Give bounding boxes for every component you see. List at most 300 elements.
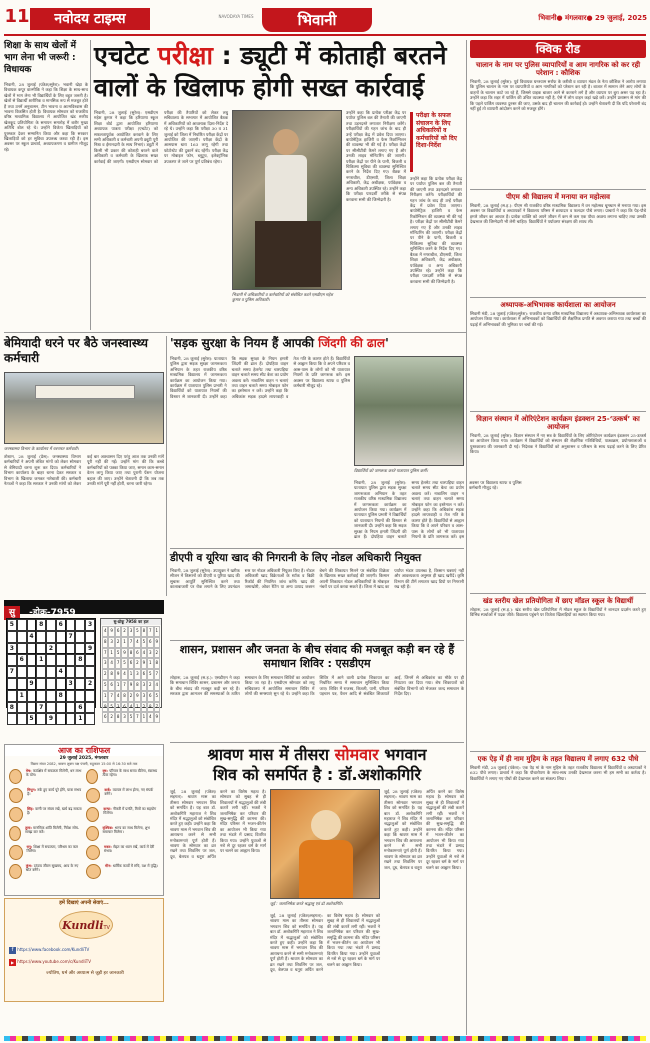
kundli-logo-suffix: TV [103, 925, 110, 931]
story1-title: चालान के नाम पर पुलिस व्यापारियों व आम नागरिक को कर रही परेशान : कौशिक [475, 61, 641, 77]
sudoku-solution-cell: 6 [141, 669, 147, 680]
kundli-youtube-row[interactable] [9, 957, 161, 967]
sudoku-solution-cell: 3 [108, 637, 114, 648]
section-name: भिवानी [297, 11, 337, 29]
sudoku-cell [36, 678, 46, 690]
sudoku-solution-cell: 4 [134, 637, 140, 648]
sudoku-solution-cell: 5 [108, 702, 114, 713]
rashi-name: मीन: [105, 864, 113, 868]
rashi-prediction: भाग्य का साथ मिलेगा, शुभ समाचार मिलेगा। [102, 826, 150, 835]
sudoku-cell [75, 619, 85, 631]
sudoku-cell [75, 666, 85, 678]
sudoku-solution-cell: 8 [147, 702, 153, 713]
sudoku-cell [75, 690, 85, 702]
rashi-prediction: धार्मिक कार्यों में रुचि, यश में वृद्धि। [112, 864, 158, 868]
sudoku-solution-cell: 3 [141, 680, 147, 691]
kundli-facebook-link[interactable]: https://www.facebook.com/KundliTV [17, 947, 90, 952]
rashi-prediction: रुके हुए कार्य पूरे होंगे, यात्रा संभव है। [27, 788, 82, 797]
sudoku-cell: 1 [17, 690, 27, 702]
shravan-photo-figure [311, 810, 341, 840]
rashi-item [9, 807, 82, 824]
road-photo [354, 356, 464, 466]
sudoku-solution-cell: 8 [154, 658, 160, 669]
sudoku-cell: 6 [75, 702, 85, 714]
shravan-title-line1 [170, 745, 464, 765]
masthead [0, 0, 650, 38]
right-column-divider [466, 40, 467, 1035]
sudoku-solution-title: सु-डोकू 7958 का हल [101, 619, 161, 625]
sudoku-solution-cell: 9 [128, 680, 134, 691]
sudoku-solution-cell: 7 [154, 669, 160, 680]
sudoku-solution-cell: 8 [134, 680, 140, 691]
rashi-text [105, 864, 158, 881]
story5-title: खंड स्तरीय खेल प्रतियोगिता में छाए मॉडल स्कूल के विद्यार्थी [470, 593, 646, 605]
rashi-item [86, 826, 159, 843]
zodiac-icon [9, 769, 22, 784]
rashi-name: सिंह: [27, 807, 36, 811]
zodiac-icon [9, 864, 22, 879]
sudoku-cell: 2 [46, 643, 56, 655]
lead-headline-red-word: परीक्षा [157, 41, 213, 70]
sudoku-solution-cell: 5 [154, 691, 160, 702]
sudoku-solution-cell: 4 [141, 648, 147, 659]
lead-body-left: भिवानी, 28 जुलाई (सुरेश): एसडीएम महेश कुमार ने कहा कि हरियाणा स्कूल शिक्षा बोर्ड द्वारा आयोजित हरियाणा अध्यापक पात्रता परीक्षा (एचटेट) को सफलतापूर्वक आयोजित करवाने के लिए सभी अधिकारी व कर्मचारी अपनी ड्यूटी पूरी निष्ठा व ईमानदारी के साथ निभाएं। ड्यूटी में किसी भी प्रकार की कोताही बरतने वाले अधिकारी व कर्मचारी के खिलाफ सख्त कार्रवाई की जाएगी। एसडीएम सोमवार को परीक्षा की तैयारियों को लेकर लघु सचिवालय के सभागार में आयोजित बैठक में अधिकारियों को आवश्यक दिशा-निर्देश दे रहे थे। उन्होंने कहा कि परीक्षा 30 व 31 जुलाई को जिला में निर्धारित परीक्षा केंद्रों पर आयोजित की जाएगी। परीक्षा केंद्रों के आसपास धारा 163 लागू रहेगी तथा फोटोस्टेट की दुकानें बंद रहेंगी। परीक्षा केंद्र पर मोबाइल फोन, ब्लूटूथ, इलेक्ट्रॉनिक उपकरण ले जाने पर पूर्ण प्रतिबंध रहेगा। [94, 110, 228, 164]
sudoku-solution-cell: 2 [102, 669, 108, 680]
rashi-prediction: कार्यक्षेत्र में सफलता मिलेगी, धन लाभ के योग। [25, 769, 82, 778]
protest-caption: जनस्वास्थ्य विभाग के कार्यालय में धरनारत कर्मचारी। [4, 446, 79, 451]
kundli-ad-top: हमें दिखाएं अपनी सेवाएं... [59, 900, 109, 906]
sudoku-solution-cell: 5 [128, 712, 134, 723]
kundli-youtube-link[interactable]: https://www.youtube.com/c/KundliTV [17, 959, 91, 964]
sudoku-cell: 4 [27, 631, 37, 643]
page-number: 11 [4, 6, 30, 27]
rashi-name: धनु: [26, 845, 34, 849]
sudoku-cell: 8 [36, 619, 46, 631]
sudoku-solution-cell: 8 [108, 669, 114, 680]
sudoku-solution-cell: 4 [108, 658, 114, 669]
sudoku-cell: 9 [85, 643, 95, 655]
story2-body: सिवानी, 28 जुलाई (स.ह.): पीएम श्री राजकीय वरिष्ठ माध्यमिक विद्यालय में वन महोत्सव धूमधाम से मनाया गया। इस अवसर पर विद्यार्थियों व अध्यापकों ने विद्यालय परिसर में छायादार व फलदार पौधे लगाए। प्राचार्य ने कहा कि पेड़-पौधे हमारे जीवन का आधार हैं। प्रत्येक व्यक्ति को अपने जीवन में कम से कम एक पौधा अवश्य लगाना चाहिए तथा उसकी देखभाल की जिम्मेदारी भी लेनी चाहिए। विद्यार्थियों ने पर्यावरण संरक्षण की शपथ ली। [470, 203, 646, 225]
sudoku-solution-cell: 2 [108, 712, 114, 723]
rashi-item [86, 769, 159, 786]
sudoku-cell [46, 666, 56, 678]
sudoku-solution-cell: 1 [141, 712, 147, 723]
sudoku-solution-cell: 7 [115, 658, 121, 669]
rashifal-title: आज का राशिफल [5, 745, 163, 756]
sudoku-title: -डोकू-7959 [29, 608, 76, 618]
sudoku-solution-cell: 8 [102, 637, 108, 648]
kundli-note: ज्योतिष, धर्म और अध्यात्म से जुड़ी हर जानकारी [46, 971, 124, 976]
rashi-text [27, 845, 82, 862]
sudoku-solution-cell: 6 [128, 658, 134, 669]
story4-title: विज्ञान संस्थान में ओरिएंटेशन कार्यक्रम इंडक्शन 25-‘उत्कर्ष’ का आयोजन [470, 411, 646, 431]
sudoku-solution-cell: 9 [115, 669, 121, 680]
protest-title: बेमियादी धरने पर बैठे जनस्वास्थ्य कर्मचारी [4, 336, 148, 365]
shivir-body: लोहारू, 28 जुलाई (स.ह.): एसडीएम ने कहा कि समाधान शिविर शासन, प्रशासन और जनता के बीच संवाद की मजबूत कड़ी बन रहे हैं। सरकार द्वारा आमजन की समस्याओं के त्वरित समाधान के लिए समाधान शिविरों का आयोजन किया जा रहा है। एसडीएम सोमवार को लघु सचिवालय में आयोजित समाधान शिविर में लोगों की समस्याएं सुन रहे थे। उन्होंने कहा कि शिविर में आने वाली प्रत्येक शिकायत का निर्धारित समय में समाधान सुनिश्चित किया जाए। शिविर में राजस्व, बिजली, पानी, परिवार पहचान पत्र, पेंशन आदि से संबंधित शिकायतें आईं, जिनमें से अधिकांश का मौके पर ही निपटारा कर दिया गया। शेष शिकायतों को संबंधित विभागों को भेजकर जल्द समाधान के निर्देश दिए। [170, 675, 464, 697]
sudoku-cell [56, 643, 66, 655]
zodiac-icon [86, 769, 98, 784]
sudoku-cell [66, 654, 76, 666]
rashi-text [103, 807, 159, 824]
road-title-end: ' [385, 336, 389, 350]
rashi-prediction: दांपत्य जीवन सुखमय, आय के नए स्रोत बनेंगे। [25, 864, 79, 873]
sudoku-cell: 8 [7, 702, 17, 714]
sudoku-cell: 3 [66, 678, 76, 690]
sudoku-solution-cell: 7 [121, 680, 127, 691]
rashi-item [86, 864, 159, 881]
sudoku-solution-cell: 7 [128, 637, 134, 648]
rashi-prediction: मानसिक शांति मिलेगी, निवेश सोच-समझ कर करें। [25, 826, 80, 835]
sudoku-cell [17, 702, 27, 714]
rashi-prediction: नौकरी में प्रगति, मित्रों का सहयोग मिलेगा। [103, 807, 157, 816]
rashi-name: तुला: [25, 826, 34, 830]
sudoku-cell [85, 702, 95, 714]
sudoku-solution-cell: 2 [134, 658, 140, 669]
rashi-prediction: व्यापार में लाभ होगा, नए संपर्क बनेंगे। [104, 788, 154, 797]
sudoku-cell [75, 678, 85, 690]
shravan-body-left: जुई, 28 जुलाई (पंकेश/सहगल): श्रावण मास का तीसरा सोमवार भगवान शिव को समर्पित है। यह बात डॉ. अशोकगिरि महाराज ने शिव मंदिर में श्रद्धालुओं को संबोधित करते हुए कही। उन्होंने कहा कि श्रावण मास में भगवान शिव की आराधना करने से सभी मनोकामनाएं पूर्ण होती हैं। श्रावण के सोमवार का व्रत रखने तथा शिवलिंग पर जल, दूध, बेलपत्र व धतूरा अर्पित करने का विशेष महत्व है। सोमवार को सुबह से ही शिवालयों में श्रद्धालुओं की लंबी कतारें लगी रहीं। भक्तों ने जलाभिषेक कर परिवार की सुख-समृद्धि की कामना की। मंदिर परिसर में भजन-कीर्तन का आयोजन भी किया गया तथा भंडारे में प्रसाद वितरित किया गया। उन्होंने युवाओं से नशे से दूर रहकर धर्म के मार्ग पर चलने का आह्वान किया। [170, 789, 266, 859]
lead-body-right: उन्होंने कहा कि प्रत्येक परीक्षा केंद्र पर पर्याप्त पुलिस बल की तैनाती की जाएगी तथा उड़नदस्ते लगातार निरीक्षण करेंगे। परीक्षार्थियों की गहन जांच के बाद ही उन्हें परीक्षा केंद्र में प्रवेश दिया जाएगा। बायोमेट्रिक हाजिरी व फेस रिकॉग्निशन की व्यवस्था भी की गई है। परीक्षा केंद्रों पर सीसीटीवी कैमरे लगाए गए हैं और उनकी लाइव मॉनिटरिंग की जाएगी। परीक्षा केंद्रों पर पीने के पानी, बिजली व चिकित्सा सुविधा की व्यवस्था सुनिश्चित करने के निर्देश दिए गए। बैठक में नगराधीश, डीएसपी, जिला शिक्षा अधिकारी, केंद्र अधीक्षक, पर्यवेक्षक व अन्य अधिकारी उपस्थित रहे। उन्होंने कहा कि परीक्षा पारदर्शी तरीके से संपन्न करवाना सभी की जिम्मेदारी है। [346, 110, 406, 202]
rashi-text [26, 769, 82, 786]
lead-photo-podium [255, 221, 321, 287]
lead-photo [232, 110, 342, 290]
sudoku-cell: 1 [36, 654, 46, 666]
story3-title: अध्यापक-अभिभावक कार्यशाला का आयोजन [470, 297, 646, 309]
story4-body: भिवानी, 28 जुलाई (सुरेश): विज्ञान संस्थान में नए सत्र के विद्यार्थियों के लिए ओरिएंटेशन कार्यक्रम इंडक्शन 25-उत्कर्ष का आयोजन किया गया। कार्यक्रम में विद्यार्थियों को संस्थान की शैक्षणिक गतिविधियों, पाठ्यक्रम, प्रयोगशालाओं व पुस्तकालय की जानकारी दी गई। निदेशक ने विद्यार्थियों को अनुशासन व परिश्रम के साथ पढ़ाई करने के लिए प्रेरित किया। [470, 433, 646, 455]
sudoku-cell [27, 643, 37, 655]
protest-body: तोशाम, 28 जुलाई (प्रेस): जनस्वास्थ्य विभाग कर्मचारियों ने अपनी लंबित मांगों को लेकर सोमवार से बेमियादी धरना शुरू कर दिया। कर्मचारियों ने विभाग कार्यालय के बाहर धरना देकर सरकार व विभाग के खिलाफ जमकर नारेबाजी की। कर्मचारी नेताओं ने कहा कि सरकार ने उनकी मांगों को लेकर कई बार आश्वासन दिए परंतु आज तक उनकी मांगें पूरी नहीं की गईं। उन्होंने मांग की कि कच्चे कर्मचारियों को पक्का किया जाए, समान काम-समान वेतन लागू किया जाए तथा पुरानी पेंशन योजना बहाल की जाए। उन्होंने चेतावनी दी कि जब तक उनकी मांगें पूरी नहीं होतीं, धरना जारी रहेगा। [4, 454, 164, 487]
zodiac-icon [86, 864, 101, 879]
sudoku-solution-cell: 7 [154, 702, 160, 713]
rashi-prediction: शिक्षा में सफलता, परिश्रम का फल मिलेगा। [26, 845, 78, 854]
sudoku-cell [66, 713, 76, 725]
sudoku-solution-cell: 9 [108, 626, 114, 637]
shivir-story [170, 640, 464, 740]
sudoku-cell: 7 [36, 702, 46, 714]
sudoku-cell [85, 631, 95, 643]
sudoku-solution-cell: 7 [134, 712, 140, 723]
sudoku-solution-cell: 4 [102, 626, 108, 637]
sudoku-cell: 3 [7, 643, 17, 655]
shravan-body-right: जुई, 28 जुलाई (पंकेश/सहगल): श्रावण मास का तीसरा सोमवार भगवान शिव को समर्पित है। यह बात डॉ. अशोकगिरि महाराज ने शिव मंदिर में श्रद्धालुओं को संबोधित करते हुए कही। उन्होंने कहा कि श्रावण मास में भगवान शिव की आराधना करने से सभी मनोकामनाएं पूर्ण होती हैं। श्रावण के सोमवार का व्रत रखने तथा शिवलिंग पर जल, दूध, बेलपत्र व धतूरा अर्पित करने का विशेष महत्व है। सोमवार को सुबह से ही शिवालयों में श्रद्धालुओं की लंबी कतारें लगी रहीं। भक्तों ने जलाभिषेक कर परिवार की सुख-समृद्धि की कामना की। मंदिर परिसर में भजन-कीर्तन का आयोजन भी किया गया तथा भंडारे में प्रसाद वितरित किया गया। उन्होंने युवाओं से नशे से दूर रहकर धर्म के मार्ग पर चलने का आह्वान किया। [384, 789, 464, 870]
sudoku-cell [46, 678, 56, 690]
sudoku-cell [66, 702, 76, 714]
sudoku-solution-cell: 9 [121, 648, 127, 659]
lead-headline-word1: एचटेट [94, 41, 149, 70]
rashi-item [86, 788, 159, 805]
shravan-body-bottom: जुई, 28 जुलाई (पंकेश/सहगल): श्रावण मास का तीसरा सोमवार भगवान शिव को समर्पित है। यह बात डॉ. अशोकगिरि महाराज ने शिव मंदिर में श्रद्धालुओं को संबोधित करते हुए कही। उन्होंने कहा कि श्रावण मास में भगवान शिव की आराधना करने से सभी मनोकामनाएं पूर्ण होती हैं। श्रावण के सोमवार का व्रत रखने तथा शिवलिंग पर जल, दूध, बेलपत्र व धतूरा अर्पित करने का विशेष महत्व है। सोमवार को सुबह से ही शिवालयों में श्रद्धालुओं की लंबी कतारें लगी रहीं। भक्तों ने जलाभिषेक कर परिवार की सुख-समृद्धि की कामना की। मंदिर परिसर में भजन-कीर्तन का आयोजन भी किया गया तथा भंडारे में प्रसाद वितरित किया गया। उन्होंने युवाओं से नशे से दूर रहकर धर्म के मार्ग पर चलने का आह्वान किया। [270, 913, 380, 973]
sudoku-cell [7, 690, 17, 702]
kundli-logo [59, 911, 113, 939]
left-story-body: भिवानी, 28 जुलाई (पंकेश/सुरेश): भवानी खेड़ा के विधायक कपूर वाल्मीकि ने कहा कि शिक्षा के साथ-साथ खेलों में भाग लेना भी विद्यार्थियों के लिए बहुत जरूरी है। खेलों से विद्यार्थी शारीरिक व मानसिक रूप से मजबूत होते हैं तथा उनमें अनुशासन, टीम भावना व आत्मविश्वास की भावना विकसित होती है। विधायक सोमवार को राजकीय वरिष्ठ माध्यमिक विद्यालय में आयोजित खंड स्तरीय खेलकूद प्रतियोगिता के समापन समारोह में बतौर मुख्य अतिथि बोल रहे थे। उन्होंने विजेता खिलाड़ियों को पुरस्कार देकर सम्मानित किया और कहा कि सरकार खिलाड़ियों को हर सुविधा उपलब्ध करवा रही है। इस अवसर पर स्कूल प्राचार्य, अध्यापकगण व ग्रामीण मौजूद रहे। [4, 82, 88, 152]
sudoku-cell [66, 643, 76, 655]
sudoku-cell [17, 643, 27, 655]
sudoku-cell [46, 619, 56, 631]
lead-photo-caption: भिवानी में अधिकारियों व कर्मचारियों को संबोधित करते एसडीएम महेश कुमार व पुलिस अधिकारी। [232, 292, 334, 302]
sudoku-solution-cell: 4 [154, 680, 160, 691]
sudoku-solution-cell: 8 [115, 712, 121, 723]
sudoku-solution-cell: 4 [147, 712, 153, 723]
sudoku-cell [7, 654, 17, 666]
sudoku-solution-cell: 1 [121, 637, 127, 648]
sudoku-cell [36, 713, 46, 725]
paper-name: नवोदय टाइम्स [54, 11, 126, 27]
zodiac-icon [9, 826, 21, 841]
sudoku-grid [6, 618, 96, 723]
rashi-text [27, 788, 82, 805]
sudoku-solution-cell: 1 [134, 702, 140, 713]
facebook-icon: f [9, 947, 16, 954]
protest-divider [166, 336, 167, 596]
sudoku-solution-cell: 7 [102, 648, 108, 659]
sudoku-cell: 7 [7, 666, 17, 678]
sudoku-solution-cell: 2 [141, 702, 147, 713]
sudoku-cell [46, 702, 56, 714]
shravan-caption: जुई : जलाभिषेक करते श्रद्धालु एवं डॉ.अशोकगिरि। [270, 901, 343, 906]
sudoku-cell [56, 631, 66, 643]
masthead-small-line: NAVODAYA TIMES [218, 14, 254, 19]
sudoku-solution-cell: 5 [121, 658, 127, 669]
sudoku-cell: 3 [85, 619, 95, 631]
lead-headline [94, 40, 462, 106]
sudoku-solution-cell: 6 [102, 712, 108, 723]
protest-photo [4, 372, 164, 444]
sudoku-cell [85, 654, 95, 666]
lead-bottom-rule [4, 332, 466, 333]
sudoku-cell: 6 [56, 619, 66, 631]
sudoku-solution-cell: 6 [108, 680, 114, 691]
rashi-name: मकर: [104, 845, 114, 849]
sudoku-solution-cell: 6 [147, 691, 153, 702]
sudoku-solution-cell: 6 [147, 637, 153, 648]
sudoku-cell [66, 619, 76, 631]
sudoku-solution-cell: 1 [147, 658, 153, 669]
rashifal-grid [5, 767, 163, 883]
rashi-text [27, 807, 82, 824]
sudoku-solution-cell: 2 [154, 648, 160, 659]
sudoku-cell: 6 [17, 654, 27, 666]
zodiac-icon [9, 807, 23, 822]
sudoku-cell [36, 690, 46, 702]
sudoku-solution-cell: 8 [128, 648, 134, 659]
rashifal-panchang: विक्रम संवत 2082, श्रावण शुक्ल पक्ष पंचमी, राहुकाल 15:00 से 16:30 बजे तक [30, 762, 138, 766]
sudoku-cell: 7 [66, 631, 76, 643]
sudoku-label: सु [4, 606, 20, 620]
sudoku-cell [17, 631, 27, 643]
story6-title: एक ऐड़ में ही नाम मुहिम के तहत विद्यालय में लगाए 632 पौधे [470, 751, 646, 763]
rashifal-box [4, 744, 164, 896]
sudoku-cell [36, 643, 46, 655]
protest-banner [35, 385, 135, 399]
sudoku-solution-cell: 9 [154, 712, 160, 723]
sudoku-solution-cell: 5 [141, 637, 147, 648]
kundli-logo-text: Kundli [62, 919, 104, 932]
sudoku-solution-cell: 7 [108, 691, 114, 702]
sudoku-solution-cell: 8 [141, 626, 147, 637]
sudoku-solution-cell: 5 [134, 626, 140, 637]
zodiac-icon [86, 845, 100, 860]
sudoku-cell [17, 619, 27, 631]
story6-body: सिवानी मंडी, 28 जुलाई (पंकेश): एक पेड़ मां के नाम मुहिम के तहत राजकीय विद्यालय में विद्यार्थियों व अध्यापकों ने 632 पौधे लगाए। प्राचार्य ने कहा कि पौधारोपण के साथ-साथ उनकी देखभाल करना भी हम सभी का कर्तव्य है। विद्यार्थियों ने लगाए गए पौधों की देखभाल करने का संकल्प लिया। [470, 765, 646, 781]
paper-name-bar [30, 8, 150, 30]
road-title-red: जिंदगी की ढाल [318, 336, 386, 350]
lead-headline-line1 [94, 40, 462, 72]
rashi-prediction: सेहत का ध्यान रखें, कार्य में देरी संभव। [104, 845, 155, 854]
rashi-prediction: वाणी पर संयम रखें, खर्च बढ़ सकता है। [27, 807, 82, 816]
quick-read-header: क्विक रीड [470, 40, 646, 58]
sudoku-solution-cell: 8 [121, 691, 127, 702]
road-safety-story [170, 336, 522, 546]
story5-body: लोहारू, 28 जुलाई (स.ह.): खंड स्तरीय खेल प्रतियोगिता में मॉडल स्कूल के विद्यार्थियों ने शानदार प्रदर्शन करते हुए विभिन्न स्पर्धाओं में पदक जीते। विद्यालय पहुंचने पर विजेता खिलाड़ियों का स्वागत किया गया। [470, 607, 646, 618]
sudoku-solution-cell: 4 [115, 691, 121, 702]
rashi-name: कुंभ: [25, 864, 34, 868]
sudoku-solution-cell: 1 [108, 648, 114, 659]
sudoku-cell [46, 690, 56, 702]
youtube-icon: ▶ [10, 959, 15, 965]
masthead-rule [4, 34, 646, 36]
sudoku-solution-cell: 2 [128, 691, 134, 702]
lead-highlight-text: परीक्षा के सफल संचालन के लिए अधिकारियों व कर्मचारियों को दिए दिशा-निर्देश [416, 112, 458, 149]
sudoku-solution-cell: 9 [102, 702, 108, 713]
shravan-title-part2: भगवान [378, 745, 427, 764]
sudoku-cell [17, 666, 27, 678]
dap-body: भिवानी, 28 जुलाई (सुरेश): उपायुक्त ने खरीफ सीजन में किसानों को डीएपी व यूरिया खाद की सुचारू आपूर्ति सुनिश्चित करने तथा कालाबाजारी पर रोक लगाने के लिए उपमंडल स्तर पर नोडल अधिकारी नियुक्त किए हैं। नोडल अधिकारी खाद विक्रेताओं के स्टॉक व बिक्री रिकॉर्ड की नियमित जांच करेंगे। खाद की जमाखोरी, ओवर रेटिंग या अन्य उत्पाद जबरन बेचने की शिकायत मिलने पर संबंधित विक्रेता के खिलाफ सख्त कार्रवाई की जाएगी। किसान अपनी शिकायत नोडल अधिकारियों के मोबाइल नंबरों पर दर्ज करवा सकते हैं। जिला में खाद का पर्याप्त भंडार उपलब्ध है, किसान घबराएं नहीं और आवश्यकता अनुसार ही खाद खरीदें। कृषि विभाग की टीमें लगातार खाद डिपो पर निगरानी रख रही हैं। [170, 568, 464, 590]
sudoku-solution-cell: 3 [147, 648, 153, 659]
rashi-text [102, 769, 159, 786]
dap-story [170, 548, 464, 638]
shravan-title-line2: शिव को समर्पित है : डॉ.अशोकगिरि [213, 765, 421, 784]
sudoku-cell [7, 713, 17, 725]
rashi-name: वृश्चिक: [102, 826, 115, 830]
lead-photo-figure [273, 129, 299, 155]
sudoku-solution-box [100, 618, 162, 720]
lead-headline-word2: : ड्यूटी में कोताही बरतने [221, 41, 447, 70]
road-title [170, 336, 464, 351]
section-name-bar [262, 8, 372, 32]
zodiac-icon [86, 807, 99, 822]
sudoku-cell [56, 713, 66, 725]
sudoku-solution-cell: 4 [128, 702, 134, 713]
sudoku-cell [46, 654, 56, 666]
sudoku-solution-cell: 3 [141, 691, 147, 702]
shivir-title: शासन, प्रशासन और जनता के बीच संवाद की मजबूत कड़ी बन रहे हैं समाधान शिविर : एसडीएम [179, 643, 455, 670]
road-body-cont: भिवानी, 28 जुलाई (सुरेश): यातायात पुलिस द्वारा सड़क सुरक्षा जागरूकता अभियान के तहत राजकीय वरिष्ठ माध्यमिक विद्यालय में जागरूकता कार्यक्रम का आयोजन किया गया। कार्यक्रम में यातायात पुलिस प्रभारी ने विद्यार्थियों को यातायात नियमों की विस्तार से जानकारी दी। उन्होंने कहा कि सड़क सुरक्षा के नियम हमारी जिंदगी की ढाल हैं। दोपहिया वाहन चलाते समय हेलमेट तथा चारपहिया वाहन चलाते समय सीट बेल्ट का प्रयोग अवश्य करें। नाबालिग वाहन न चलाएं तथा वाहन चलाते समय मोबाइल फोन का इस्तेमाल न करें। उन्होंने कहा कि अधिकांश सड़क हादसे लापरवाही व तेज गति के कारण होते हैं। विद्यार्थियों से आह्वान किया कि वे अपने परिवार व आस-पास के लोगों को भी यातायात नियमों के प्रति जागरूक करें। इस अवसर पर विद्यालय स्टाफ व पुलिस कर्मचारी मौजूद रहे। [354, 480, 522, 540]
rashi-text [103, 826, 159, 843]
story2-title: पीएम श्री विद्यालय में मनाया वन महोत्सव [470, 189, 646, 201]
story3-body: सिवानी मंडी, 28 जुलाई (पंकेश/सुरेश): राजकीय कन्या वरिष्ठ माध्यमिक विद्यालय में अध्यापक-अभिभावक कार्यशाला का आयोजन किया गया। कार्यशाला में अभिभावकों को विद्यार्थियों की शैक्षणिक प्रगति से अवगत कराया गया तथा बच्चों की पढ़ाई में अभिभावकों की भूमिका पर चर्चा की गई। [470, 311, 646, 327]
sudoku-cell [66, 666, 76, 678]
sudoku-cell [56, 678, 66, 690]
rashi-text [104, 845, 159, 862]
sudoku-solution-cell: 3 [121, 712, 127, 723]
left-column-divider [90, 40, 91, 330]
rashi-name: मिथुन: [27, 788, 38, 792]
rashi-item [9, 788, 82, 805]
sudoku-header [4, 600, 164, 618]
sudoku-solution-cell: 3 [102, 658, 108, 669]
sudoku-solution-cell: 2 [121, 626, 127, 637]
sudoku-cell [27, 666, 37, 678]
sudoku-cell [17, 678, 27, 690]
sudoku-solution-cell: 1 [154, 626, 160, 637]
rashi-text [25, 826, 82, 843]
story1-body: भिवानी, 28 जुलाई (सुरेश): पूर्व विधायक घनश्याम सर्राफ के करीबी व व्यापार मंडल के नेता कौशिक ने आरोप लगाया कि पुलिस चालान के नाम पर व्यापारियों व आम नागरिकों को परेशान कर रही है। बाजार में सामान लेने आए लोगों के वाहनों के चालान काटे जा रहे हैं, जिससे ग्राहक बाजार आने से कतराने लगे हैं और व्यापार पर बुरा असर पड़ रहा है। उन्होंने कहा कि शहर में पार्किंग की उचित व्यवस्था नहीं है, ऐसे में लोग वाहन कहां खड़े करें। उन्होंने प्रशासन से मांग की कि पहले पार्किंग व्यवस्था दुरुस्त की जाए, उसके बाद ही चालान की कार्रवाई हो। उन्होंने चेतावनी दी कि यदि परेशानी बंद नहीं हुई तो व्यापारी आंदोलन करने को मजबूर होंगे। [470, 79, 646, 112]
sudoku-cell [7, 631, 17, 643]
kundli-facebook-row[interactable] [9, 945, 161, 955]
zodiac-icon [9, 788, 23, 803]
sudoku-solution-cell: 6 [121, 702, 127, 713]
sudoku-cell: 1 [75, 713, 85, 725]
sudoku-cell [75, 631, 85, 643]
rashi-text [26, 864, 82, 881]
rashi-item [9, 769, 82, 786]
sudoku-cell: 5 [27, 713, 37, 725]
kundli-ad [4, 898, 164, 1002]
zodiac-icon [86, 826, 99, 841]
sudoku-solution-cell: 3 [134, 669, 140, 680]
shravan-story [170, 742, 464, 1032]
rashi-name: कन्या: [103, 807, 113, 811]
sudoku-solution-cell: 2 [147, 680, 153, 691]
sudoku-cell [36, 666, 46, 678]
lead-photo-figure-body [265, 155, 307, 225]
sudoku-cell [36, 631, 46, 643]
road-caption: विद्यार्थियों को जागरूक करते यातायात पुलिस कर्मी। [354, 468, 428, 473]
sudoku-solution-cell: 6 [115, 626, 121, 637]
sudoku-cell [17, 713, 27, 725]
zodiac-icon [9, 845, 23, 860]
sudoku-solution-cell: 5 [147, 669, 153, 680]
sudoku-cell: 5 [7, 619, 17, 631]
road-body: भिवानी, 28 जुलाई (सुरेश): यातायात पुलिस द्वारा सड़क सुरक्षा जागरूकता अभियान के तहत राजकीय वरिष्ठ माध्यमिक विद्यालय में जागरूकता कार्यक्रम का आयोजन किया गया। कार्यक्रम में यातायात पुलिस प्रभारी ने विद्यार्थियों को यातायात नियमों की विस्तार से जानकारी दी। उन्होंने कहा कि सड़क सुरक्षा के नियम हमारी जिंदगी की ढाल हैं। दोपहिया वाहन चलाते समय हेलमेट तथा चारपहिया वाहन चलाते समय सीट बेल्ट का प्रयोग अवश्य करें। नाबालिग वाहन न चलाएं तथा वाहन चलाते समय मोबाइल फोन का इस्तेमाल न करें। उन्होंने कहा कि अधिकांश सड़क हादसे लापरवाही व तेज गति के कारण होते हैं। विद्यार्थियों से आह्वान किया कि वे अपने परिवार व आस-पास के लोगों को भी यातायात नियमों के प्रति जागरूक करें। इस अवसर पर विद्यालय स्टाफ व पुलिस कर्मचारी मौजूद रहे। [170, 356, 350, 399]
sudoku-cell: 2 [85, 678, 95, 690]
date-line: भिवानी● मंगलवार● 29 जुलाई, 2025 [538, 14, 647, 22]
sudoku-solution-cell: 2 [115, 637, 121, 648]
shravan-photo-robe [299, 840, 353, 898]
sudoku-solution-cell: 3 [115, 702, 121, 713]
sudoku-solution-cell: 9 [154, 637, 160, 648]
rashi-text [104, 788, 159, 805]
sudoku-cell: 8 [75, 654, 85, 666]
sudoku-cell [85, 666, 95, 678]
dap-title: डीएपी व यूरिया खाद की निगरानी के लिए नोडल अधिकारी नियुक्त [170, 552, 422, 564]
sudoku-cell [46, 631, 56, 643]
rashi-item [86, 807, 159, 824]
sudoku-cell [27, 619, 37, 631]
zodiac-icon [86, 788, 100, 803]
sudoku-solution-cell: 1 [102, 691, 108, 702]
lead-highlight-box [410, 112, 462, 172]
sudoku-cell [27, 690, 37, 702]
color-registration-strip [4, 1036, 646, 1041]
sudoku-cell [27, 654, 37, 666]
sudoku-solution-cell: 4 [121, 669, 127, 680]
sudoku-solution-cell: 9 [141, 658, 147, 669]
sudoku-solution-cell: 3 [128, 626, 134, 637]
left-story-title: शिक्षा के साथ खेलों में भाग लेना भी जरूरी : विधायक [4, 41, 77, 75]
shravan-title-red: सोमवार [334, 745, 379, 764]
sudoku-cell: 9 [46, 713, 56, 725]
rashi-item [9, 845, 82, 862]
sudoku-solution-grid [101, 625, 161, 724]
sudoku-solution-cell: 1 [115, 680, 121, 691]
sudoku-solution-cell: 1 [128, 669, 134, 680]
rashi-item [86, 845, 159, 862]
rashi-item [9, 826, 82, 843]
rashi-item [9, 864, 82, 881]
sudoku-cell: 9 [27, 678, 37, 690]
sudoku-solution-cell: 5 [115, 648, 121, 659]
